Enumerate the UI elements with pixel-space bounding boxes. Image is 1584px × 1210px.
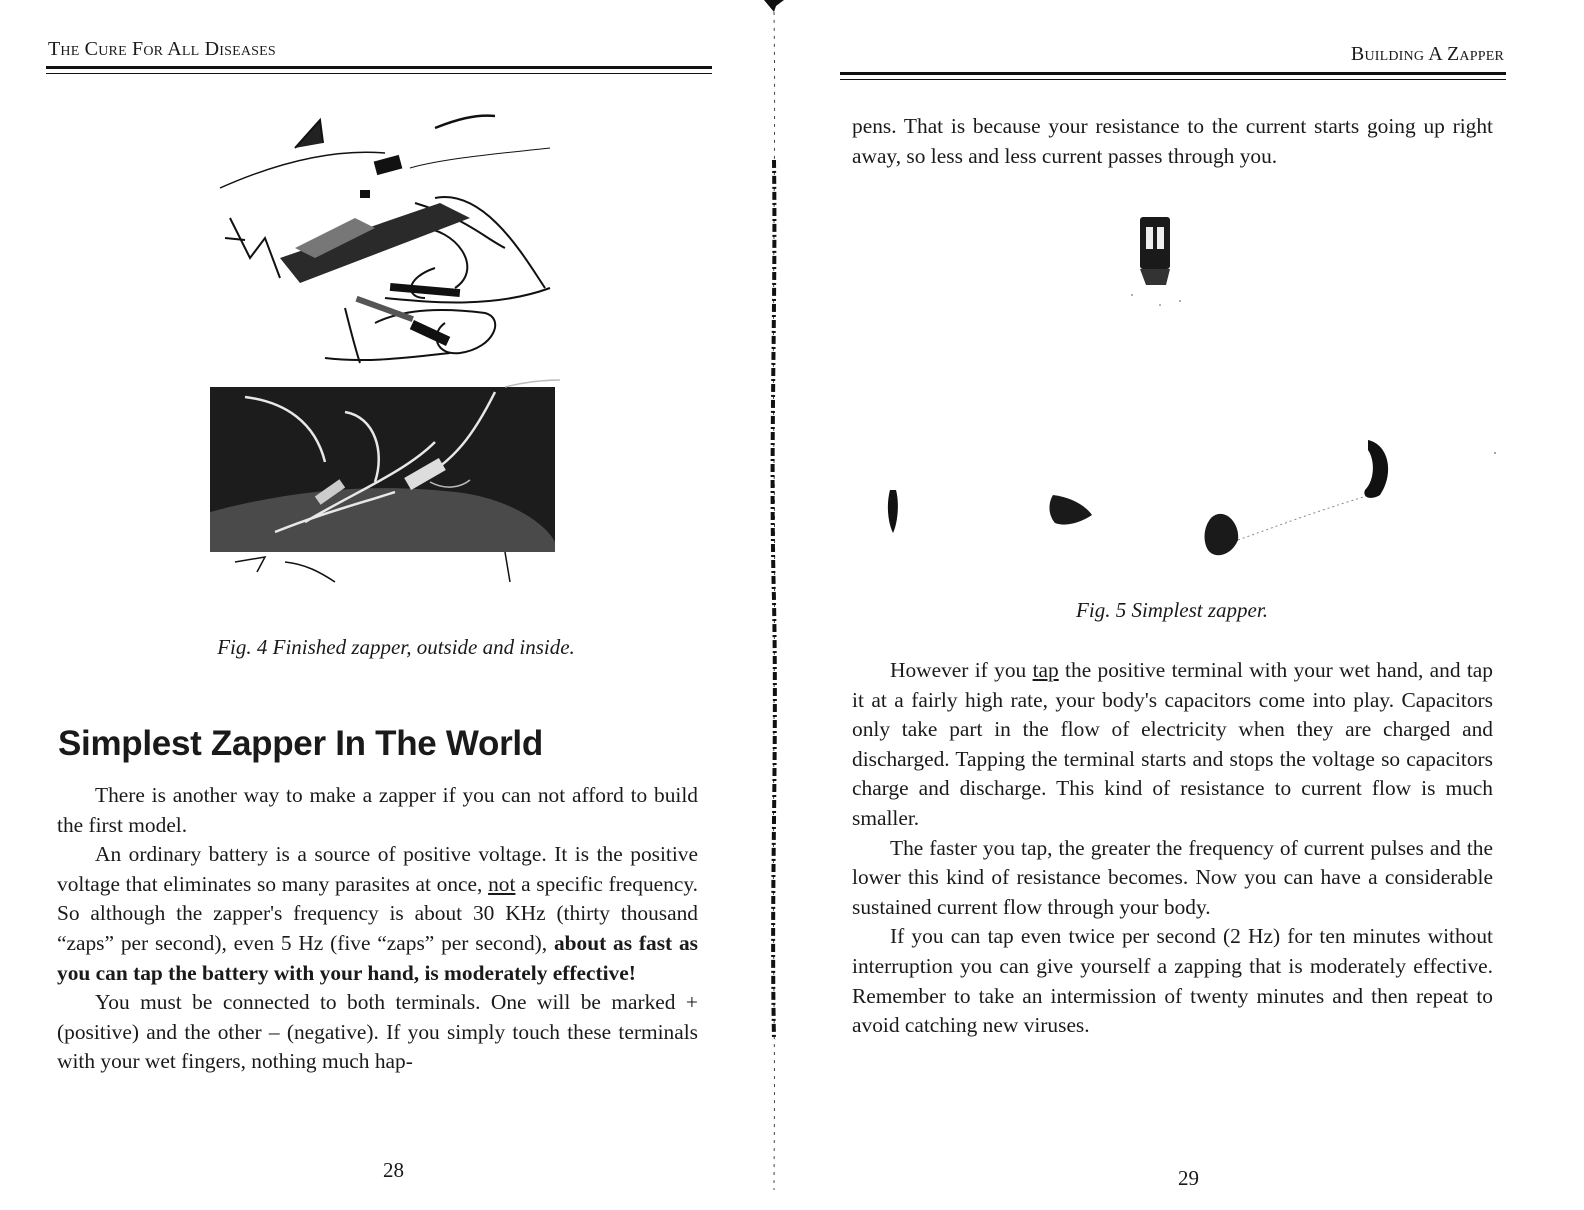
paragraph (852, 656, 1493, 834)
paragraph: pens. That is because your resistance to the current starts going up right away, so less and less current passes through you. (852, 114, 1493, 168)
running-head-left: The Cure For All Diseases (48, 38, 276, 60)
right-intro-text (852, 112, 1493, 171)
left-page (0, 0, 780, 1210)
section-title: Simplest Zapper In The World (58, 724, 543, 763)
paragraph: There is another way to make a zapper if you can not afford to build the first model. (57, 783, 698, 837)
right-body-text (852, 656, 1493, 1041)
zapper-inside-photo (205, 372, 565, 587)
underlined-text: tap (1032, 658, 1059, 682)
paragraph: You must be connected to both terminals. One will be marked + (positive) and the other – (negative). If you simply touch these terminals with your wet fingers, nothing much hap- (57, 990, 698, 1074)
text-span: the positive terminal with your wet hand, and tap it at a fairly high rate, your body's capacitors come into play. Capacitors only take part in the flow of electricity when they are charged and discharged. Tapping the terminal starts and stops the voltage so capacitors charge and discharge. This kind of resistance to current flow is much smaller. (852, 658, 1493, 830)
text-span: However if you (890, 658, 1033, 682)
simplest-zapper-photo (870, 205, 1510, 575)
paragraph: If you can tap even twice per second (2 Hz) for ten minutes without interruption you can give yourself a zapping that is moderately effective. Remember to take an intermission of twenty minutes and then repeat to avoid catching new viruses. (852, 924, 1493, 1038)
right-page (790, 0, 1584, 1210)
text-span: An ordinary battery is a source of positive voltage. It is the positive voltage that eliminates so many parasites at once, (57, 842, 698, 896)
bold-text: about as fast as you can tap the battery with your hand, is moderately effective! (57, 930, 699, 985)
running-head-right: Building A Zapper (1350, 43, 1504, 65)
left-body-text (57, 781, 698, 1077)
header-rule-thick (840, 72, 1506, 75)
header-rule-thin (840, 79, 1506, 80)
figure-5-caption: Fig. 5 Simplest zapper. (1076, 598, 1268, 622)
underlined-text: not (488, 871, 516, 896)
text-span: a specific frequency. So although the zapper's frequency is about 30 KHz (thirty thousand “zaps” per second), even 5 Hz (five “zaps” per second), (57, 871, 698, 955)
header-rule-thin (46, 73, 712, 74)
page-number-left: 28 (383, 1158, 404, 1182)
header-rule-thick (46, 66, 712, 69)
figure-4-caption: Fig. 4 Finished zapper, outside and inside. (217, 635, 575, 659)
book-gutter (762, 0, 786, 1210)
page-number-right: 29 (1178, 1166, 1199, 1190)
zapper-outside-photo (205, 108, 565, 378)
paragraph (57, 840, 698, 988)
paragraph: The faster you tap, the greater the frequency of current pulses and the lower this kind of resistance becomes. Now you can have a considerable sustained current flow through your body. (852, 835, 1493, 919)
